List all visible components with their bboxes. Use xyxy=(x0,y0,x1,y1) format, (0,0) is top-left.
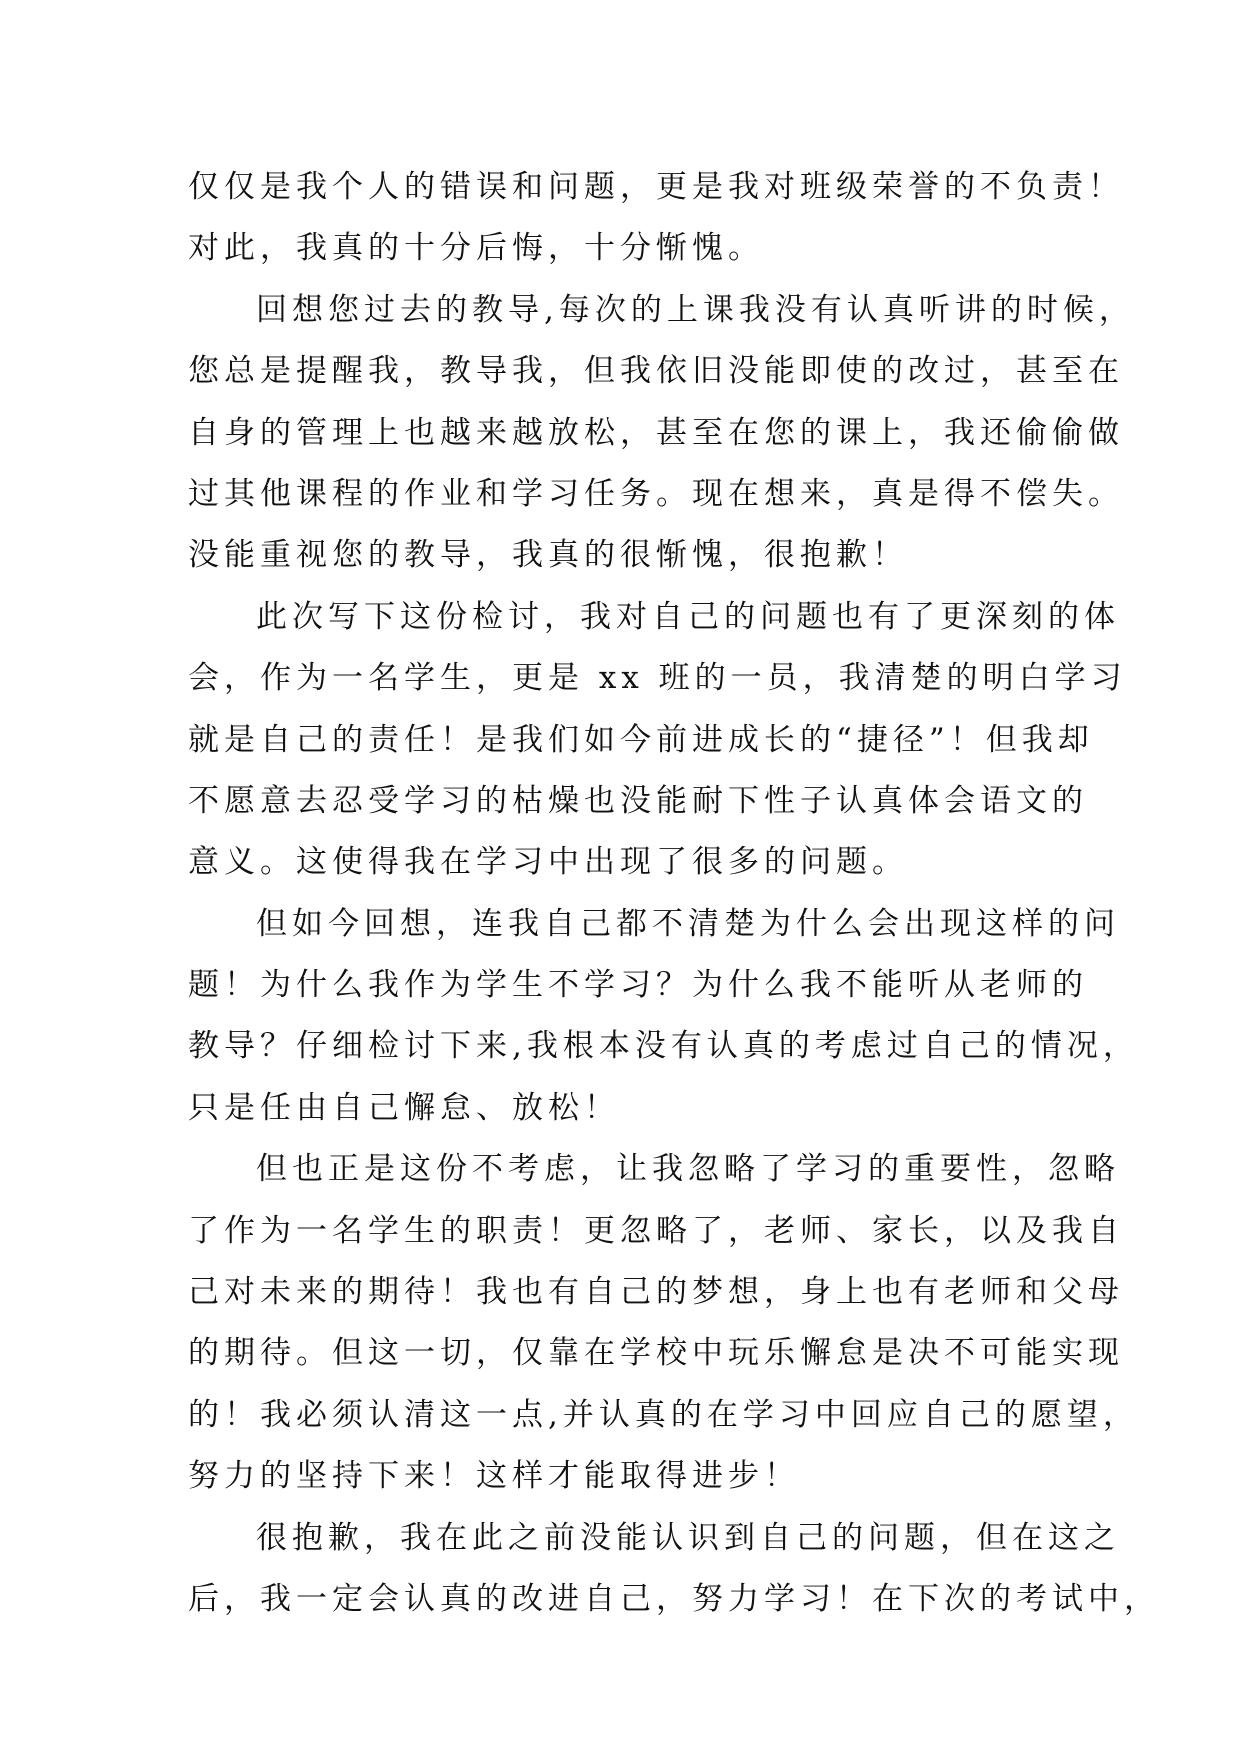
text-line: 仅仅是我个人的错误和问题，更是我对班级荣誉的不负责！ xyxy=(188,169,1124,205)
text-line: 的！我必须认清这一点,并认真的在学习中回应自己的愿望， xyxy=(188,1396,1139,1433)
text-line: 过其他课程的作业和学习任务。现在想来，真是得不偿失。 xyxy=(188,475,1124,512)
text-line: 就是自己的责任！是我们如今前进成长的“捷径”！但我却 xyxy=(188,721,1094,758)
text-line: 不愿意去忍受学习的枯燥也没能耐下性子认真体会语文的 xyxy=(188,782,1088,819)
text-line: 努力的坚持下来！这样才能取得进步！ xyxy=(188,1458,800,1495)
text-line: 很抱歉，我在此之前没能认识到自己的问题，但在这之 xyxy=(256,1519,1120,1556)
text-line: 没能重视您的教导，我真的很惭愧，很抱歉！ xyxy=(188,537,908,574)
text-line: 只是任由自己懈怠、放松！ xyxy=(188,1089,620,1126)
text-line: 自身的管理上也越来越放松，甚至在您的课上，我还偷偷做 xyxy=(188,414,1124,451)
text-line: 您总是提醒我，教导我，但我依旧没能即使的改过，甚至在 xyxy=(188,353,1124,390)
text-line: 后，我一定会认真的改进自己，努力学习！在下次的考试中， xyxy=(188,1580,1160,1617)
text-line: 此次写下这份检讨，我对自己的问题也有了更深刻的体 xyxy=(256,598,1120,635)
text-line: 己对未来的期待！我也有自己的梦想，身上也有老师和父母 xyxy=(188,1274,1124,1311)
text-line: 的期待。但这一切，仅靠在学校中玩乐懈怠是决不可能实现 xyxy=(188,1335,1124,1372)
text-line: 了作为一名学生的职责！更忽略了，老师、家长，以及我自 xyxy=(188,1212,1124,1249)
text-line: 题！为什么我作为学生不学习？为什么我不能听从老师的 xyxy=(188,967,1088,1004)
text-line: 但如今回想，连我自己都不清楚为什么会出现这样的问 xyxy=(256,905,1120,942)
text-line: 教导？仔细检讨下来,我根本没有认真的考虑过自己的情况， xyxy=(188,1028,1139,1065)
text-line: 意义。这使得我在学习中出现了很多的问题。 xyxy=(188,844,908,881)
text-line: 对此，我真的十分后悔，十分惭愧。 xyxy=(188,230,764,267)
text-line: 回想您过去的教导,每次的上课我没有认真听讲的时候， xyxy=(256,291,1135,328)
document-body xyxy=(188,157,1160,1630)
text-line: 会，作为一名学生，更是 xx 班的一员，我清楚的明白学习 xyxy=(188,660,1127,697)
text-line: 但也正是这份不考虑，让我忽略了学习的重要性，忽略 xyxy=(256,1151,1120,1188)
